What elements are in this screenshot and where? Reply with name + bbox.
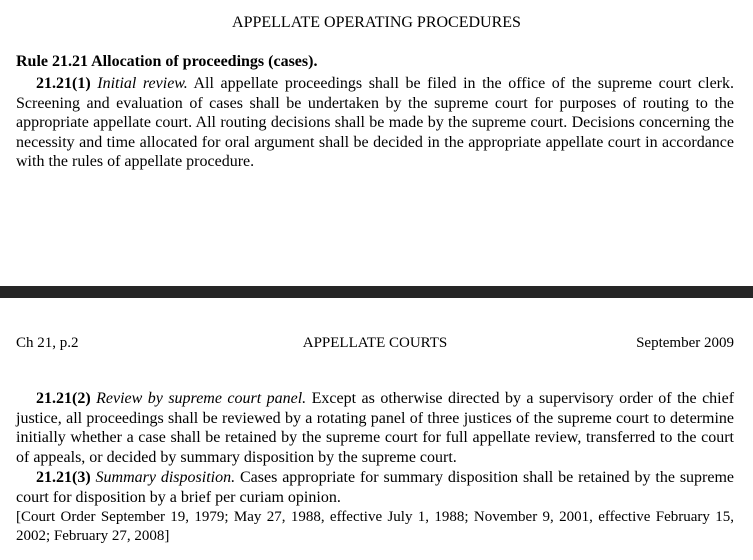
running-head: APPELLATE OPERATING PROCEDURES <box>232 14 521 31</box>
section-text: Cases appropriate for summary disposition shall be retained by the supreme court for disposition by a brief per curiam opinion. <box>16 469 735 506</box>
section-number: 21.21(1) <box>36 75 91 92</box>
page-divider <box>0 286 753 298</box>
section-21-21-3 <box>16 468 734 507</box>
section-21-21-2 <box>16 389 734 467</box>
section-text: All appellate proceedings shall be filed in the office of the supreme court clerk. Screening and evaluation of cases shall be undertaken by the supreme court for purposes of routing to the appropriate appellate court. All routing decisions shall be made by the supreme court. Decisions concerning the necessity and time allocated for oral argument shall be decided in the appropriate appellate court in accordance with the rules of appellate procedure. <box>16 75 735 171</box>
section-title: Review by supreme court panel. <box>96 390 307 407</box>
history-note: [Court Order September 19, 1979; May 27, 1988, effective July 1, 1988; November 9, 2001, effective February 15, 2002; February 27, 2008] <box>16 509 734 544</box>
footer-date: September 2009 <box>636 335 734 351</box>
page-footer <box>16 333 734 353</box>
section-title: Summary disposition. <box>95 469 236 486</box>
footer-chapter-page: Ch 21, p.2 <box>16 335 79 351</box>
section-text: Except as otherwise directed by a supervisory order of the chief justice, all proceedings shall be reviewed by a rotating panel of three justices of the supreme court to determine initially whether a case shall be retained by the supreme court for full appellate review, transferred to the court of appeals, or decided by summary disposition by the supreme court. <box>16 390 735 466</box>
section-number: 21.21(2) <box>36 390 91 407</box>
section-number: 21.21(3) <box>36 469 91 486</box>
rule-heading: Rule 21.21 Allocation of proceedings (cases). <box>16 53 318 70</box>
footer-title: APPELLATE COURTS <box>302 335 448 351</box>
section-title: Initial review. <box>97 75 188 92</box>
section-21-21-1 <box>16 74 734 172</box>
